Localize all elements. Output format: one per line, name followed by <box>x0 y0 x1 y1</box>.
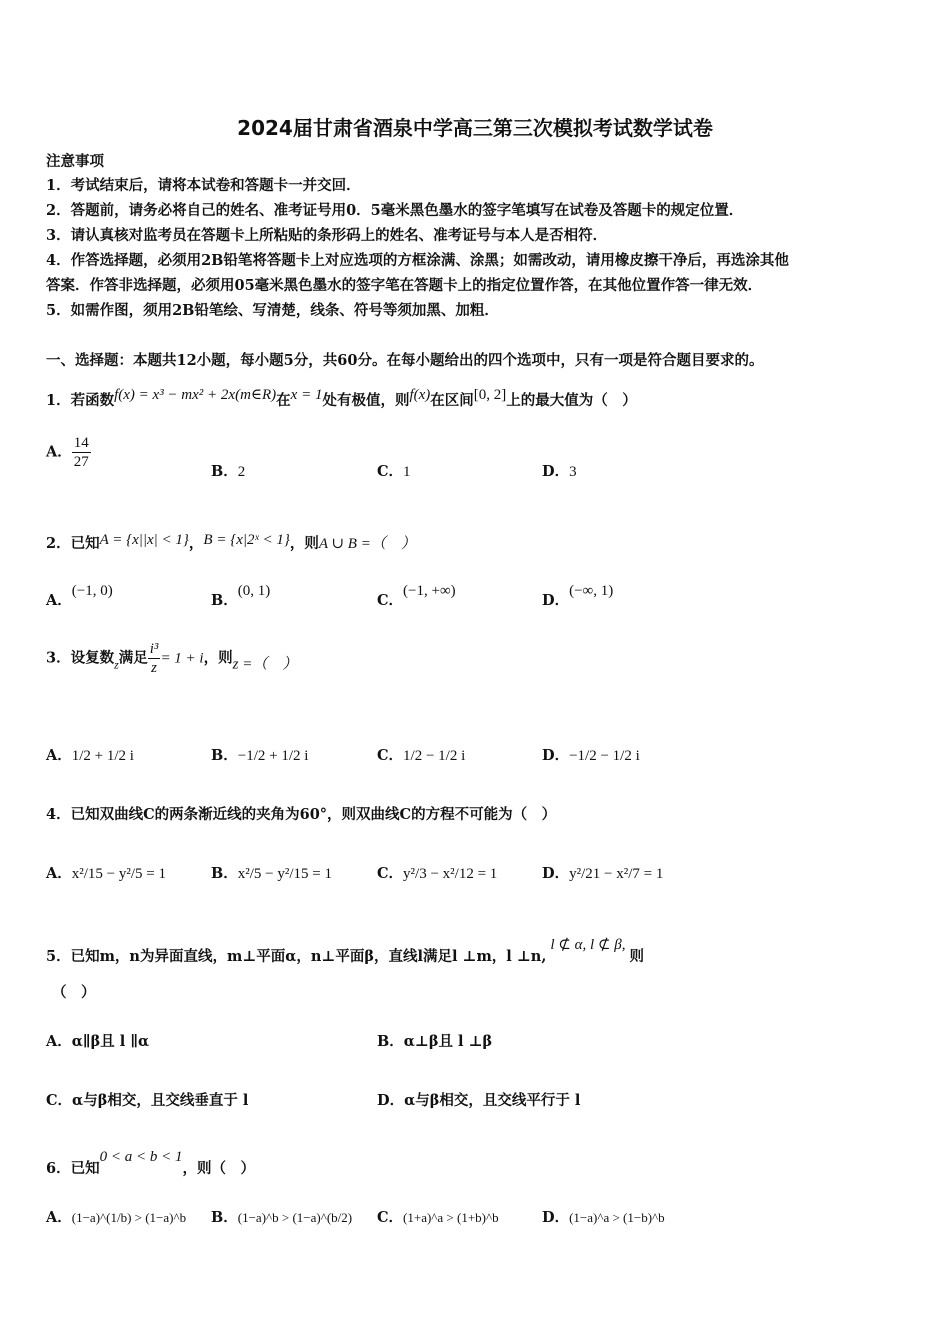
q1-option-b: B．2 <box>211 463 246 480</box>
q1-option-d: D．3 <box>542 463 577 480</box>
q3-option-a: A．1/2 + 1/2 i <box>46 747 134 764</box>
notice-item: 1．考试结束后，请将本试卷和答题卡一并交回． <box>46 177 361 194</box>
q2-option-b: B．(0, 1) <box>211 583 271 609</box>
q6-option-b: B．(1−a)^b > (1−a)^(b/2) <box>211 1209 353 1226</box>
q4-option-b: B．x²/5 − y²/15 = 1 <box>211 865 333 882</box>
section-heading: 一、选择题：本题共12小题，每小题5分，共60分。在每小题给出的四个选项中，只有一项是符合题目要求的。 <box>46 352 764 369</box>
question-5: 5．已知m，n为异面直线，m⊥平面α，n⊥平面β，直线l满足l ⊥m，l ⊥n,l ⊄ α, l ⊄ β,则 <box>46 937 644 965</box>
q5-option-d: D．α与β相交，且交线平行于 l <box>377 1092 581 1109</box>
q4-option-c: C．y²/3 − x²/12 = 1 <box>377 865 498 882</box>
q1-option-c: C．1 <box>377 463 411 480</box>
q3-option-b: B．−1/2 + 1/2 i <box>211 747 309 764</box>
q2-option-a: A．(−1, 0) <box>46 583 113 609</box>
question-4: 4．已知双曲线C的两条渐近线的夹角为60°，则双曲线C的方程不可能为（ ） <box>46 806 557 823</box>
q4-option-a: A．x²/15 − y²/5 = 1 <box>46 865 167 882</box>
q6-option-d: D．(1−a)^a > (1−b)^b <box>542 1209 665 1226</box>
q6-option-a: A．(1−a)^(1/b) > (1−a)^b <box>46 1209 187 1226</box>
notice-item: 答案．作答非选择题，必须用05毫米黑色墨水的签字笔在答题卡上的指定位置作答，在其他位置作答一律无效． <box>46 277 763 294</box>
question-1: 1．若函数f(x) = x³ − mx² + 2x(m∈R)在x = 1处有极值，则f(x)在区间[0, 2]上的最大值为（ ） <box>46 387 637 409</box>
notice-item: 5．如需作图，须用2B铅笔绘、写清楚，线条、符号等须加黑、加粗． <box>46 302 499 319</box>
q1-option-a: A． $\frac{14}{27}$ <box>46 435 89 470</box>
q2-option-d: D．(−∞, 1) <box>542 583 614 609</box>
q3-option-c: C．1/2 − 1/2 i <box>377 747 466 764</box>
q5-option-b: B．α⊥β且 l ⊥β <box>377 1033 493 1050</box>
notice-heading: 注意事项 <box>46 153 104 170</box>
question-2: 2．已知A = {x||x| < 1}，B = {x|2ˣ < 1}，则A ∪ B =（ ） <box>46 532 416 552</box>
q4-option-d: D．y²/21 − x²/7 = 1 <box>542 865 664 882</box>
q5-option-c: C．α与β相交，且交线垂直于 l <box>46 1092 249 1109</box>
q3-option-d: D．−1/2 − 1/2 i <box>542 747 640 764</box>
notice-item: 2．答题前，请务必将自己的姓名、准考证号用0．5毫米黑色墨水的签字笔填写在试卷及答题卡的规定位置． <box>46 202 744 219</box>
notice-item: 3．请认真核对监考员在答题卡上所粘贴的条形码上的姓名、准考证号与本人是否相符． <box>46 227 608 244</box>
q2-option-c: C．(−1, +∞) <box>377 583 456 609</box>
q5-option-a: A．α∥β且 l ∥α <box>46 1033 150 1050</box>
question-3: 3．设复数$_z$满足 $\frac{\text{i³}}{z}$ = 1 + i，则z =（ ） <box>46 641 298 676</box>
q5-answer-paren: （ ） <box>52 984 96 1001</box>
q6-option-c: C．(1+a)^a > (1+b)^b <box>377 1209 499 1226</box>
question-6: 6．已知0 < a < b < 1，则（ ） <box>46 1149 255 1177</box>
notice-item: 4．作答选择题，必须用2B铅笔将答题卡上对应选项的方框涂满、涂黑；如需改动，请用橡皮擦干净后，再选涂其他 <box>46 252 789 269</box>
page-title: 2024届甘肃省酒泉中学高三第三次模拟考试数学试卷 <box>237 116 713 140</box>
